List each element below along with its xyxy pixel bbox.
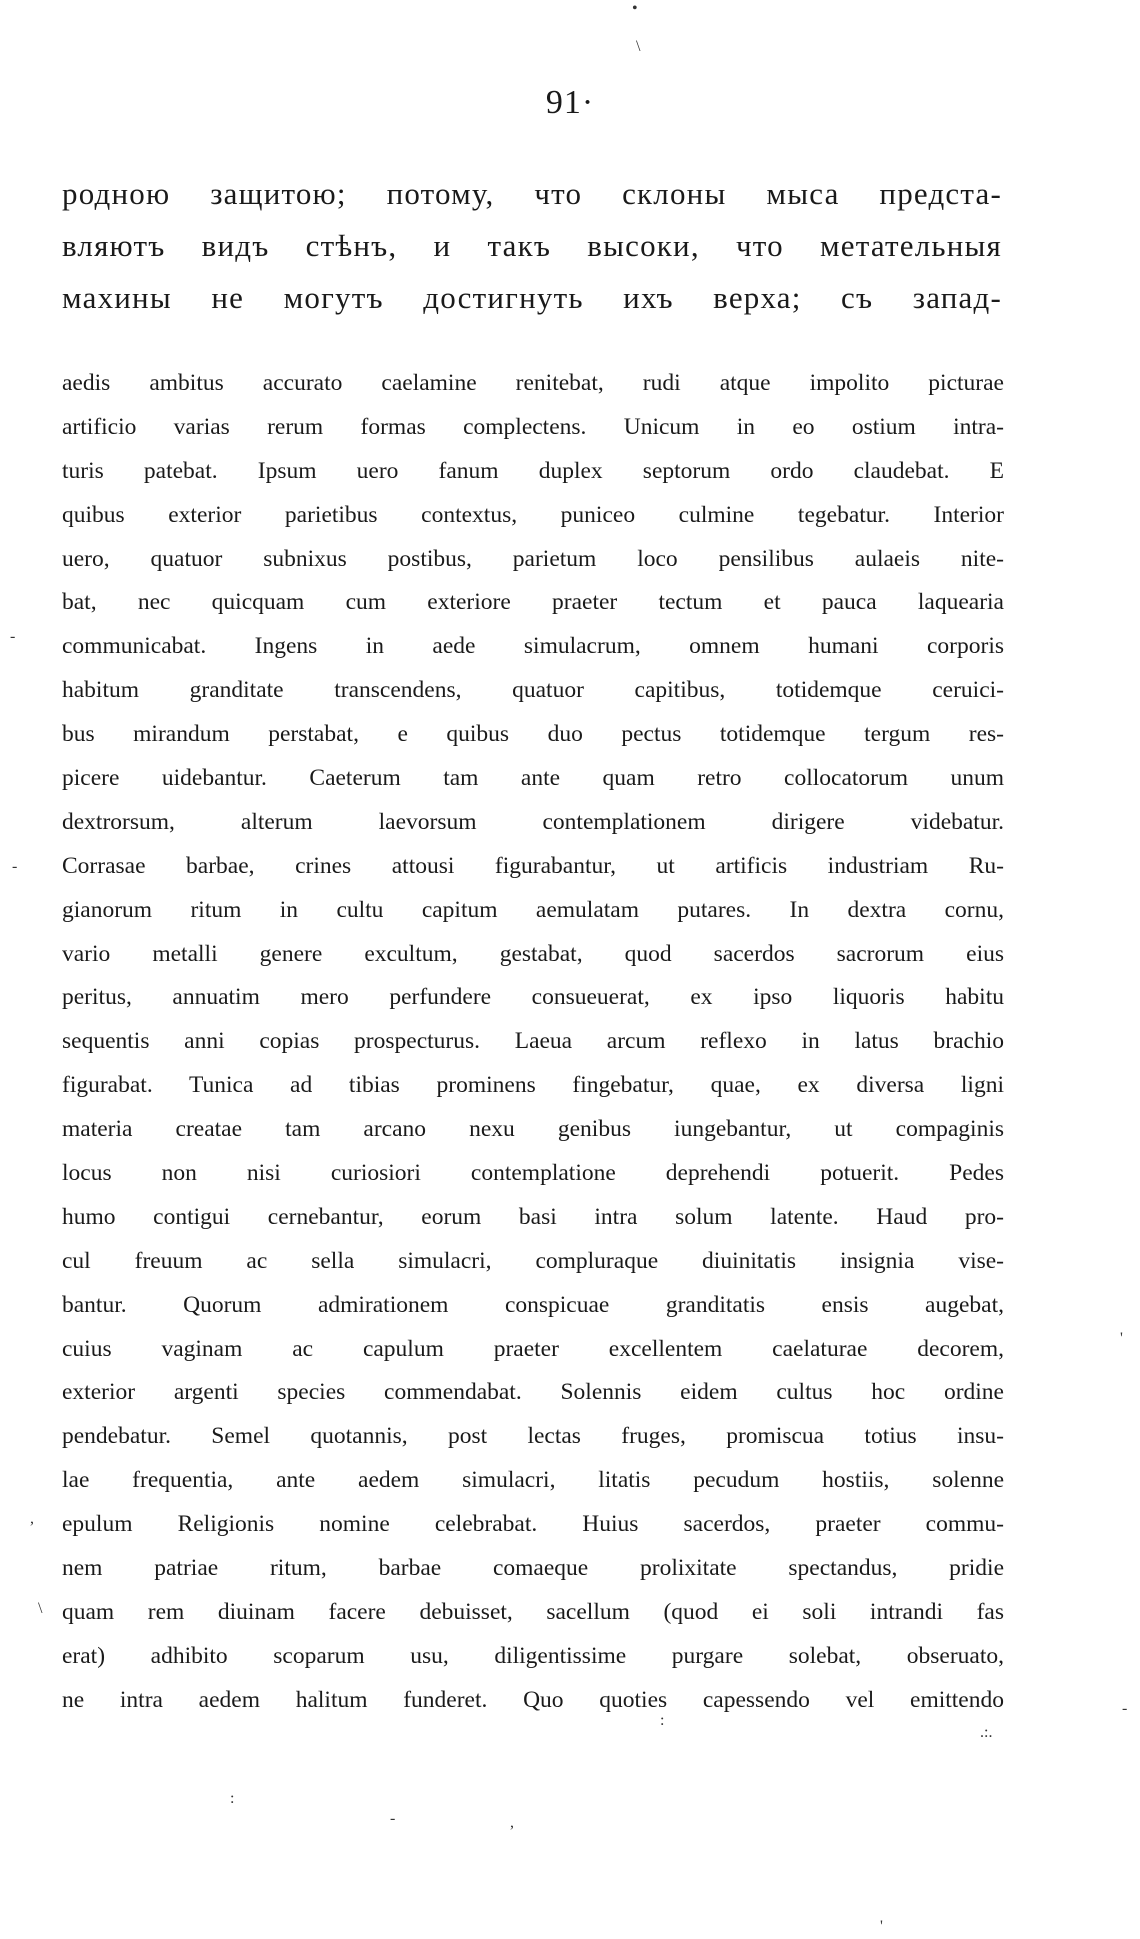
latin-text-block [62, 362, 1004, 1723]
latin-line: dextrorsum, alterum laevorsum contemplationem dirigere videbatur. [62, 808, 1004, 835]
scan-speck: .:. [980, 1724, 993, 1741]
latin-line: humo contigui cernebantur, eorum basi intra solum latente. Haud pro- [62, 1203, 1004, 1230]
latin-line: quam rem diuinam facere debuisset, sacellum (quod ei soli intrandi fas [62, 1598, 1004, 1625]
latin-line: picere uidebantur. Caeterum tam ante quam retro collocatorum unum [62, 765, 1004, 792]
latin-line: pendebatur. Semel quotannis, post lectas fruges, promiscua totius insu- [62, 1423, 1004, 1450]
latin-line: ne intra aedem halitum funderet. Quo quoties capessendo vel emittendo [62, 1686, 1004, 1713]
latin-line: artificio varias rerum formas complectens. Unicum in eo ostium intra- [62, 413, 1004, 440]
russian-text-block [62, 168, 1002, 324]
scan-speck: - [12, 858, 18, 875]
latin-line: gianorum ritum in cultu capitum aemulatam putares. In dextra cornu, [62, 896, 1004, 923]
latin-line: turis patebat. Ipsum uero fanum duplex septorum ordo claudebat. E [62, 457, 1004, 484]
scan-speck: \ [636, 38, 641, 55]
latin-line: uero, quatuor subnixus postibus, parietum loco pensilibus aulaeis nite- [62, 545, 1004, 572]
latin-line: bantur. Quorum admirationem conspicuae granditatis ensis augebat, [62, 1291, 1004, 1318]
scan-speck: : [230, 1790, 235, 1807]
scan-speck: \ [38, 1600, 43, 1617]
scan-speck: , [510, 1814, 514, 1831]
latin-line: vario metalli genere excultum, gestabat, quod sacerdos sacrorum eius [62, 940, 1004, 967]
latin-line: exterior argenti species commendabat. Solennis eidem cultus hoc ordine [62, 1379, 1004, 1406]
scan-speck: ' [1120, 1330, 1123, 1347]
latin-line: epulum Religionis nomine celebrabat. Huius sacerdos, praeter commu- [62, 1511, 1004, 1538]
scan-speck: , [30, 1510, 34, 1527]
latin-line: figurabat. Tunica ad tibias prominens fingebatur, quae, ex diversa ligni [62, 1072, 1004, 1099]
latin-line: cuius vaginam ac capulum praeter excellentem caelaturae decorem, [62, 1335, 1004, 1362]
latin-line: Corrasae barbae, crines attousi figurabantur, ut artificis industriam Ru- [62, 852, 1004, 879]
latin-line: habitum granditate transcendens, quatuor capitibus, totidemque ceruici- [62, 677, 1004, 704]
latin-line: cul freuum ac sella simulacri, compluraque diuinitatis insignia vise- [62, 1247, 1004, 1274]
scan-speck: - [1122, 1700, 1128, 1717]
russian-line: махины не могутъ достигнуть ихъ верха; съ запад- [62, 280, 1002, 315]
scan-speck: - [390, 1810, 396, 1827]
latin-line: sequentis anni copias prospecturus. Laeua arcum reflexo in latus brachio [62, 1028, 1004, 1055]
latin-line: bat, nec quicquam cum exteriore praeter tectum et pauca laquearia [62, 589, 1004, 616]
latin-line: communicabat. Ingens in aede simulacrum, omnem humani corporis [62, 633, 1004, 660]
latin-line: aedis ambitus accurato caelamine renitebat, rudi atque impolito picturae [62, 370, 1004, 396]
scan-speck: ' [880, 1918, 883, 1935]
latin-line: locus non nisi curiosiori contemplatione deprehendi potuerit. Pedes [62, 1160, 1004, 1187]
scan-speck: • [632, 0, 638, 17]
latin-line: erat) adhibito scoparum usu, diligentissime purgare solebat, obseruato, [62, 1642, 1004, 1669]
latin-line: quibus exterior parietibus contextus, puniceo culmine tegebatur. Interior [62, 501, 1004, 528]
russian-line: родною защитою; потому, что склоны мыса предста- [62, 176, 1002, 211]
latin-line: bus mirandum perstabat, e quibus duo pectus totidemque tergum res- [62, 721, 1004, 748]
latin-line: peritus, annuatim mero perfundere consueuerat, ex ipso liquoris habitu [62, 984, 1004, 1011]
latin-line: materia creatae tam arcano nexu genibus iungebantur, ut compaginis [62, 1116, 1004, 1143]
latin-line: lae frequentia, ante aedem simulacri, litatis pecudum hostiis, solenne [62, 1467, 1004, 1494]
latin-line: nem patriae ritum, barbae comaeque prolixitate spectandus, pridie [62, 1555, 1004, 1582]
scan-speck: - [10, 628, 16, 645]
scan-speck: : [660, 1712, 665, 1729]
page-number: 91· [545, 84, 595, 121]
russian-line: вляютъ видъ стѣнъ, и такъ высоки, что метательныя [62, 228, 1002, 263]
